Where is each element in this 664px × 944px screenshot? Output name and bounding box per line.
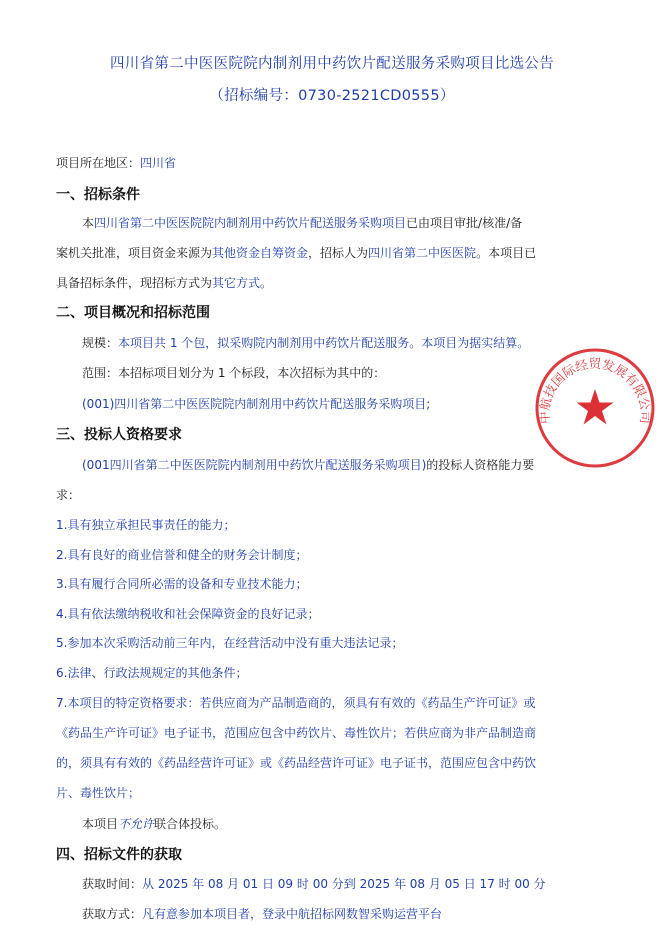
section-3-heading: 三、投标人资格要求	[56, 427, 182, 443]
s2-lot: (001)四川省第二中医医院院内制剂用中药饮片配送服务采购项目;	[82, 397, 431, 411]
region-label: 项目所在地区：	[56, 156, 141, 170]
s3-intro-end: 求：	[56, 488, 81, 502]
requirement-item-7: 片、毒性饮片；	[56, 786, 141, 800]
star-icon	[577, 389, 614, 425]
s1-tenderer: 四川省第二中医医院	[368, 246, 477, 260]
requirement-item: 5.参加本次采购活动前三年内，在经营活动中没有重大违法记录；	[56, 636, 404, 650]
method-label: 获取方式：	[82, 907, 143, 921]
s1-bid-method: 其它方式	[212, 276, 261, 290]
project-region	[56, 154, 176, 171]
s1-text: ，招标人为	[308, 246, 369, 260]
consortium-note	[82, 815, 226, 832]
section-2-heading: 二、项目概况和招标范围	[56, 305, 210, 321]
requirement-item: 1.具有独立承担民事责任的能力；	[56, 518, 236, 532]
s1-project-name: 四川省第二中医医院院内制剂用中药饮片配送服务采购项目	[94, 216, 407, 230]
region-value: 四川省	[140, 156, 177, 170]
seal-text-path: 中航技国际经贸发展有限公司	[536, 356, 654, 425]
scale-text: 本项目共 1 个包，拟采购院内制剂用中药饮片配送服务。本项目为据实结算。	[118, 336, 530, 350]
s1-text: 本	[82, 216, 95, 230]
consortium-text: 本项目	[82, 817, 119, 831]
s1-text: 已由项目审批/核准/备	[406, 216, 523, 230]
s1-line-3	[56, 274, 272, 291]
s1-text: 案机关批准，项目资金来源为	[56, 246, 213, 260]
requirement-item: 6.法律、行政法规规定的其他条件；	[56, 666, 248, 680]
s3-intro-project: (001四川省第二中医医院院内制剂用中药饮片配送服务采购项目)	[82, 458, 427, 472]
section-4-heading: 四、招标文件的获取	[56, 847, 182, 863]
time-label: 获取时间：	[82, 877, 143, 891]
acquire-time	[82, 875, 546, 892]
acquire-method	[82, 905, 442, 922]
s2-scale	[82, 334, 529, 351]
requirement-item-7: 7.本项目的特定资格要求：若供应商为产品制造商的，须具有有效的《药品生产许可证》或	[56, 696, 536, 710]
time-value: 从 2025 年 08 月 01 日 09 时 00 分到 2025 年 08 月 05 日 17 时 00 分	[142, 877, 546, 891]
s1-text: 具备招标条件，现招标方式为	[56, 276, 213, 290]
consortium-text: 联合体投标。	[154, 817, 227, 831]
method-value: 凡有意参加本项目者，登录中航招标网数智采购运营平台	[142, 907, 443, 921]
requirement-item-7: 《药品生产许可证》电子证书，范围应包含中药饮片、毒性饮片；若供应商为非产品制造商	[56, 726, 537, 740]
requirement-item: 2.具有良好的商业信誉和健全的财务会计制度；	[56, 548, 308, 562]
s1-line-1	[82, 214, 522, 231]
s2-range: 范围：本招标项目划分为 1 个标段，本次招标为其中的：	[82, 366, 386, 380]
section-1-heading: 一、招标条件	[56, 187, 140, 203]
page-title: 四川省第二中医医院院内制剂用中药饮片配送服务采购项目比选公告	[110, 56, 554, 72]
company-seal	[532, 345, 658, 471]
s3-intro-text: 的投标人资格能力要	[426, 458, 535, 472]
requirement-item-7: 的，须具有有效的《药品经营许可证》或《药品经营许可证》电子证书，范围应包含中药饮	[56, 756, 537, 770]
s1-fund-source: 其他资金自筹资金	[212, 246, 309, 260]
bid-number: （招标编号：0730-2521CD0555）	[209, 88, 455, 104]
consortium-value: 不允许	[118, 817, 155, 831]
scale-label: 规模：	[82, 336, 119, 350]
s3-intro	[82, 456, 534, 473]
s1-text: 。	[260, 276, 273, 290]
s1-line-2	[56, 244, 536, 261]
requirement-item: 4.具有依法缴纳税收和社会保障资金的良好记录；	[56, 607, 320, 621]
s1-text: 。本项目已	[476, 246, 537, 260]
requirement-item: 3.具有履行合同所必需的设备和专业技术能力；	[56, 577, 308, 591]
